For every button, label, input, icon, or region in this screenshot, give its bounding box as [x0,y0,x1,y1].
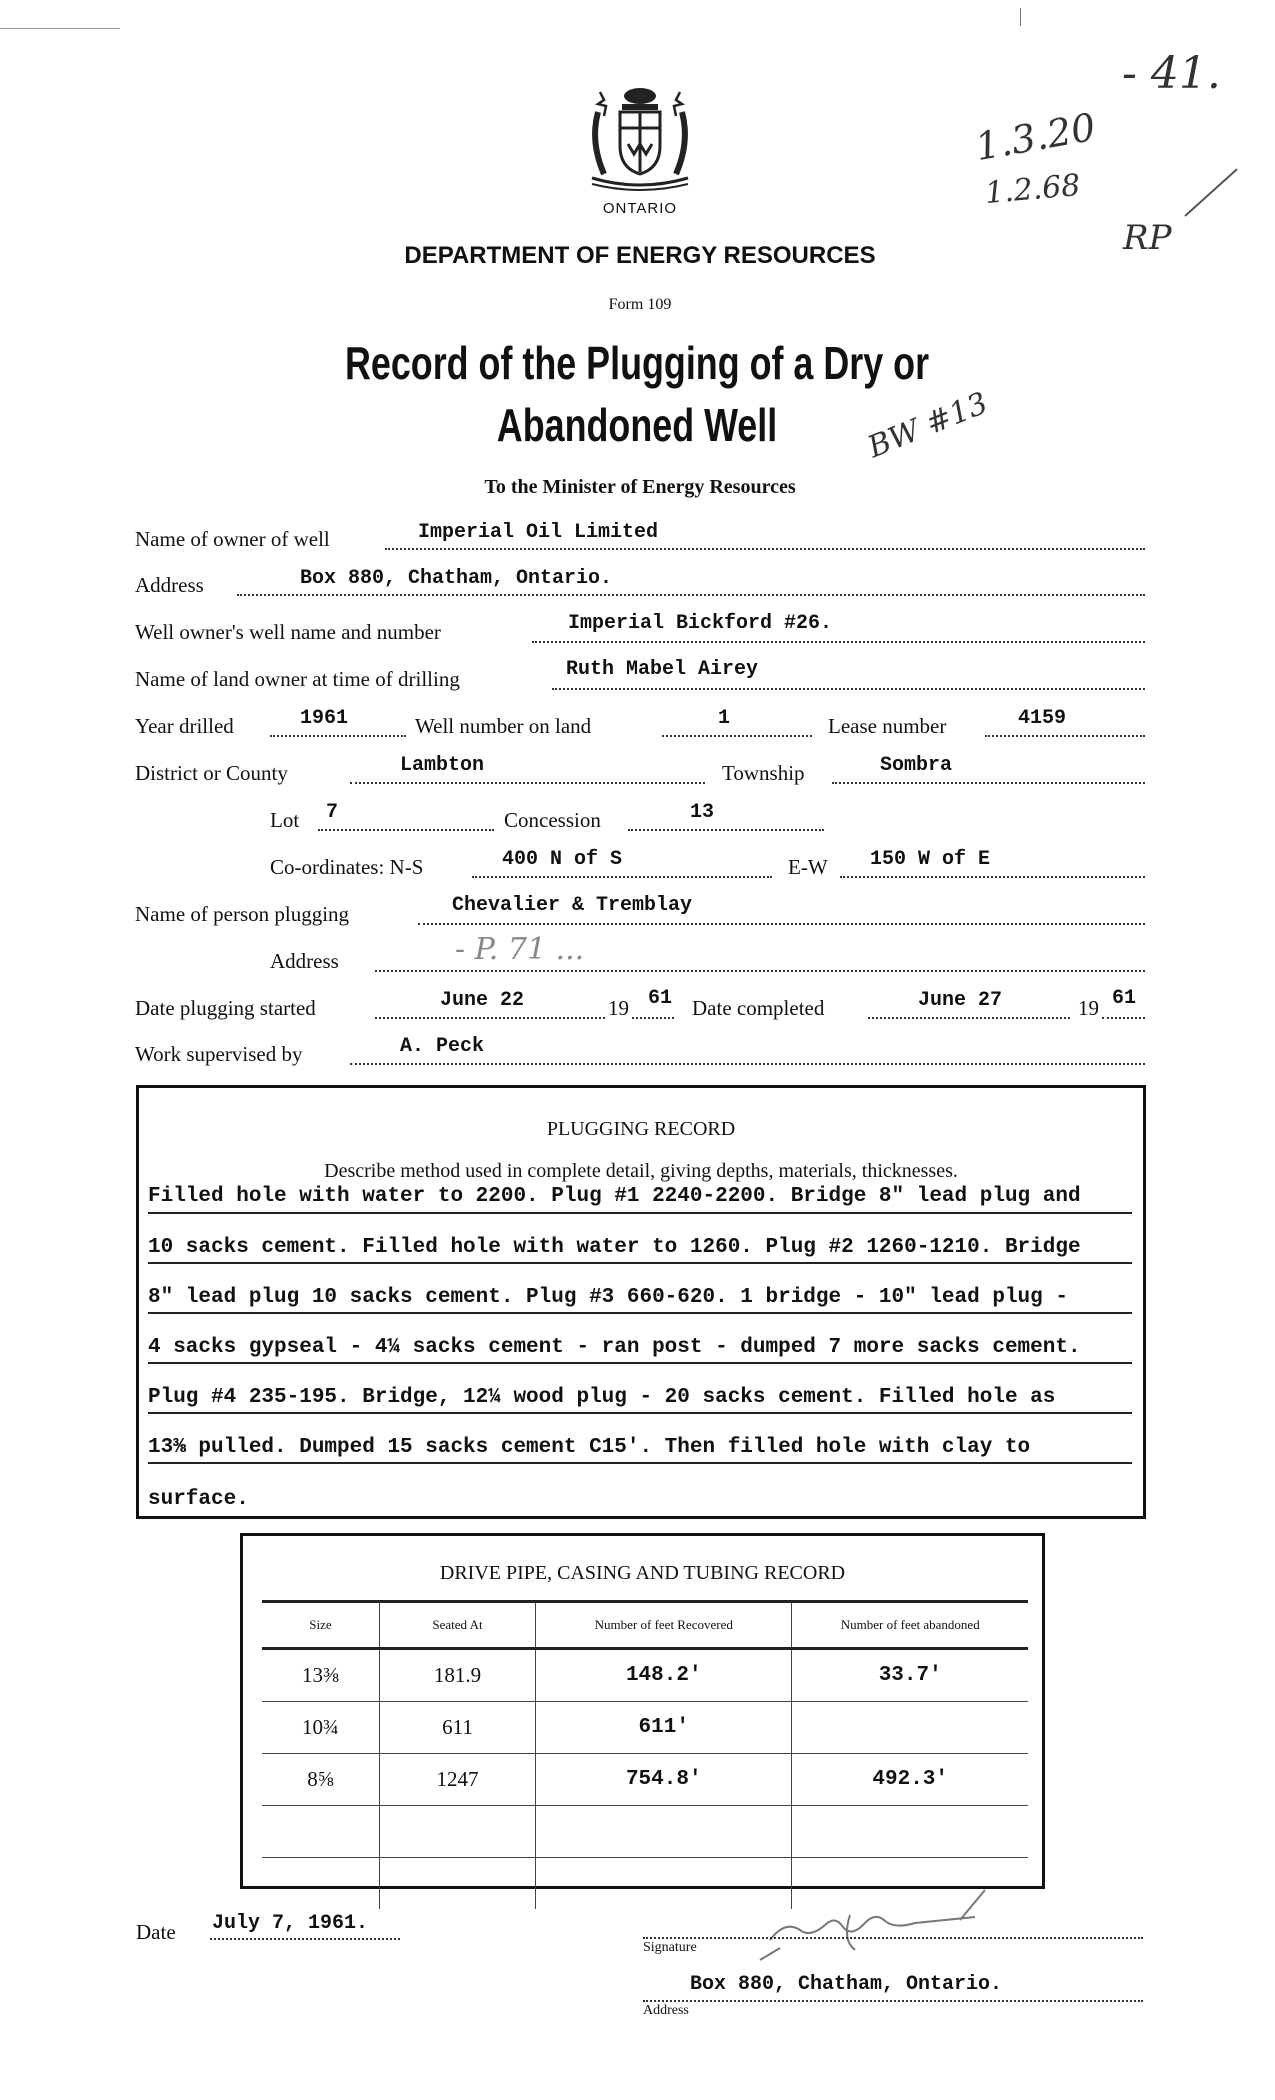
well-name-line [532,641,1145,643]
table-row [262,1754,1028,1806]
scan-mark [1020,8,1021,26]
supervised-value[interactable]: A. Peck [400,1035,485,1058]
concession-value[interactable]: 13 [690,801,715,824]
land-owner-value[interactable]: Ruth Mabel Airey [566,658,759,681]
header-feet-recovered: Number of feet Recovered [536,1602,792,1649]
table-row [262,1702,1028,1754]
header-size: Size [262,1602,379,1649]
ns-value[interactable]: 400 N of S [502,848,623,871]
plugging-record-line: surface. [148,1488,249,1511]
header-seated-at: Seated At [379,1602,535,1649]
annotation-date-2: 1.2.68 [983,167,1082,212]
cell-feet-abandoned: 492.3' [792,1754,1028,1806]
signature-label: Signature [643,1940,697,1955]
table-row [262,1649,1028,1702]
completed-year-line [1102,1017,1145,1019]
plugging-record-rule [148,1362,1132,1364]
plugging-record-line: 8" lead plug 10 sacks cement. Plug #3 660-620. 1 bridge - 10" lead plug - [148,1286,1068,1309]
cell-feet-abandoned: 33.7' [792,1649,1028,1702]
form-title-line2: Abandoned Well [496,399,778,451]
ns-line [472,876,772,878]
plugger-address-line [375,970,1145,972]
plugger-address-value[interactable]: - P. 71 ... [455,932,585,967]
cell-size: 10¾ [262,1702,379,1754]
started-year-line [632,1017,674,1019]
concession-line [628,829,824,831]
cell-feet-recovered [536,1806,792,1858]
footer-address-value[interactable]: Box 880, Chatham, Ontario. [690,1973,1003,1996]
form-title-line1: Record of the Plugging of a Dry or [344,337,930,389]
lease-value[interactable]: 4159 [1018,707,1067,730]
plugging-record-rule [148,1212,1132,1214]
well-name-label: Well owner's well name and number [135,620,441,644]
province-label: ONTARIO [602,200,678,217]
plugging-record-rule [148,1312,1132,1314]
table-row [262,1806,1028,1858]
plugging-record-rule [148,1262,1132,1264]
plugging-record-line: 4 sacks gypseal - 4¼ sacks cement - ran post - dumped 7 more sacks cement. [148,1336,1081,1359]
well-number-label: Well number on land [415,714,592,738]
footer-date-value[interactable]: July 7, 1961. [212,1912,369,1935]
completed-year[interactable]: 61 [1112,987,1137,1010]
address-line [237,594,1145,596]
cell-seated-at: 181.9 [379,1649,535,1702]
year-label: Year drilled [135,714,234,738]
cell-size [262,1858,379,1910]
footer-date-line [210,1938,400,1940]
cell-feet-recovered: 148.2' [536,1649,792,1702]
plugger-label: Name of person plugging [135,902,350,926]
annotation-initials: RP [1123,218,1172,258]
supervised-label: Work supervised by [135,1042,303,1066]
well-number-line [662,735,812,737]
started-label: Date plugging started [135,996,316,1020]
plugging-record-line: 13⅜ pulled. Dumped 15 sacks cement C15'. Then filled hole with clay to [148,1436,1031,1459]
scan-mark [0,28,120,29]
started-value[interactable]: June 22 [440,989,525,1012]
owner-value[interactable]: Imperial Oil Limited [418,521,659,544]
cell-size [262,1806,379,1858]
lot-line [318,829,494,831]
address-value[interactable]: Box 880, Chatham, Ontario. [300,567,613,590]
district-line [350,782,705,784]
coordinates-label: Co-ordinates: N-S [270,855,424,879]
concession-label: Concession [504,808,601,832]
plugger-value[interactable]: Chevalier & Tremblay [452,894,693,917]
casing-record-box [240,1533,1045,1889]
completed-value[interactable]: June 27 [918,989,1003,1012]
cell-seated-at [379,1806,535,1858]
annotation-top-right: - 41. [1122,48,1221,99]
casing-record-title: DRIVE PIPE, CASING AND TUBING RECORD [439,1562,846,1584]
plugger-address-label: Address [270,949,339,973]
land-owner-line [552,688,1145,690]
started-year-prefix: 19 [608,996,629,1020]
lot-value[interactable]: 7 [326,801,339,824]
annotation-well-ref: BW #13 [863,385,993,466]
signature-line [643,1937,1143,1939]
plugging-record-instruction: Describe method used in complete detail, giving depths, materials, thicknesses. [324,1160,958,1182]
township-value[interactable]: Sombra [880,754,953,777]
lot-label: Lot [270,808,300,832]
started-line [375,1017,605,1019]
year-value[interactable]: 1961 [300,707,349,730]
cell-feet-abandoned [792,1806,1028,1858]
cell-seated-at: 1247 [379,1754,535,1806]
plugging-record-rule [148,1462,1132,1464]
plugging-record-line: Plug #4 235-195. Bridge, 12¼ wood plug - 20 sacks cement. Filled hole as [148,1386,1056,1409]
form-number: Form 109 [608,296,672,313]
cell-size: 8⅝ [262,1754,379,1806]
footer-date-label: Date [136,1920,176,1944]
plugging-record-title: PLUGGING RECORD [546,1118,736,1140]
footer-address-line [643,2000,1143,2002]
owner-line [385,548,1145,550]
supervised-line [350,1063,1145,1065]
completed-label: Date completed [692,996,825,1020]
cell-feet-recovered: 611' [536,1702,792,1754]
annotation-date-1: 1.3.20 [972,104,1099,170]
district-label: District or County [135,761,288,785]
department-name: DEPARTMENT OF ENERGY RESOURCES [404,242,876,269]
well-number-value[interactable]: 1 [718,707,731,730]
plugger-line [418,923,1145,925]
header-feet-abandoned: Number of feet abandoned [792,1602,1028,1649]
cell-seated-at [379,1858,535,1910]
cell-size: 13⅜ [262,1649,379,1702]
completed-line [868,1017,1070,1019]
signature-scrawl [700,1885,1040,1965]
check-mark [1184,168,1237,216]
township-line [832,782,1145,784]
lease-line [985,735,1145,737]
completed-year-prefix: 19 [1078,996,1099,1020]
ontario-coat-of-arms [578,82,702,192]
cell-feet-abandoned [792,1702,1028,1754]
lease-label: Lease number [828,714,947,738]
well-name-value[interactable]: Imperial Bickford #26. [568,612,833,635]
cell-seated-at: 611 [379,1702,535,1754]
address-label: Address [135,573,204,597]
ew-value[interactable]: 150 W of E [870,848,991,871]
district-value[interactable]: Lambton [400,754,485,777]
plugging-record-line: Filled hole with water to 2200. Plug #1 2240-2200. Bridge 8" lead plug and [148,1185,1081,1208]
started-year[interactable]: 61 [648,987,673,1010]
plugging-record-line: 10 sacks cement. Filled hole with water to 1260. Plug #2 1260-1210. Bridge [148,1236,1081,1259]
ew-label: E-W [788,855,828,879]
plugging-record-rule [148,1412,1132,1414]
owner-label: Name of owner of well [135,527,330,551]
land-owner-label: Name of land owner at time of drilling [135,667,460,691]
addressee: To the Minister of Energy Resources [484,476,796,498]
casing-header-row [262,1602,1028,1649]
ew-line [840,876,1145,878]
casing-table [262,1600,1028,1909]
year-line [270,735,406,737]
footer-address-label: Address [643,2003,689,2018]
cell-feet-recovered: 754.8' [536,1754,792,1806]
township-label: Township [722,761,805,785]
